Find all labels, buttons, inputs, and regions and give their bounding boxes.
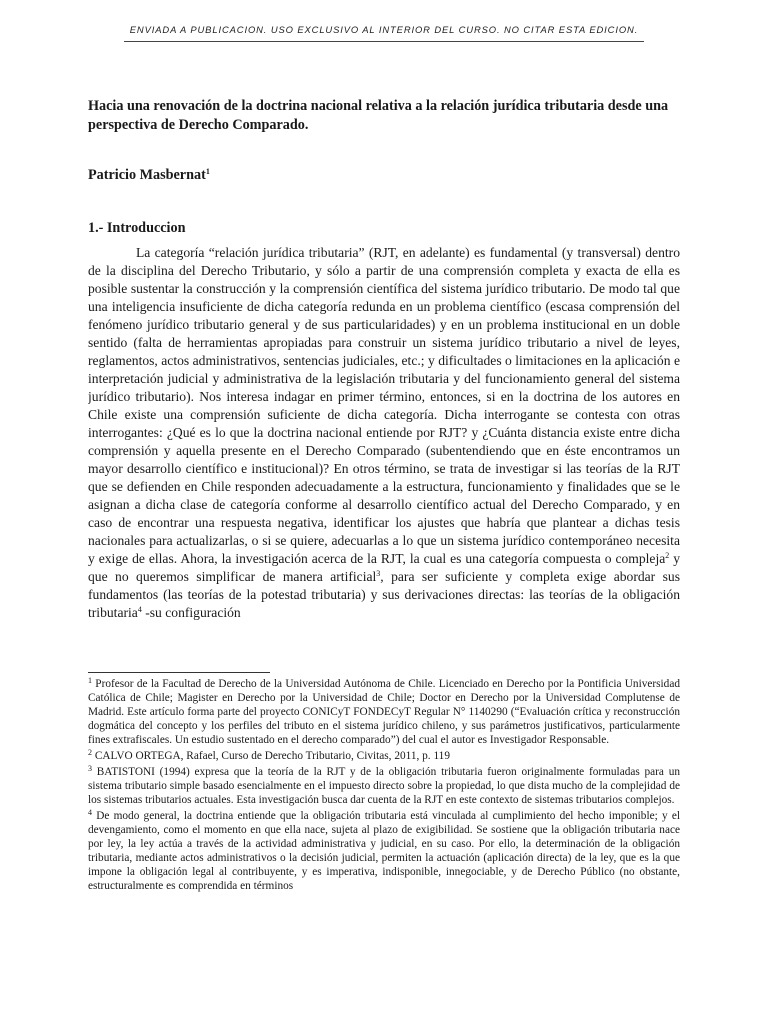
footnote-number: 4 [88, 808, 92, 817]
footnote-ref-3[interactable]: 3 [376, 569, 381, 578]
footnote-1 [88, 677, 680, 747]
footnote-4 [88, 809, 680, 893]
footnote-text: BATISTONI (1994) expresa que la teoría de la RJT y de la obligación tributaria fueron originalmente formuladas para un sistema tributario simple basado esencialmente en el impuesto directo sobre la propiedad, lo que dista mucho de la complejidad de los sistemas tributarios actuales. Esta investigación busca dar cuenta de la RJT en este contexto de sistemas tributarios complejos. [88, 766, 680, 806]
footnote-text: CALVO ORTEGA, Rafael, Curso de Derecho Tributario, Civitas, 2011, p. 119 [92, 750, 450, 762]
header-notice: ENVIADA A PUBLICACION. USO EXCLUSIVO AL INTERIOR DEL CURSO. NO CITAR ESTA EDICION. [129, 24, 639, 35]
header-rule [124, 41, 644, 42]
footnote-number: 1 [88, 677, 92, 685]
author-name: Patricio Masbernat [88, 167, 206, 183]
author-footnote-ref[interactable]: 1 [205, 167, 210, 176]
paragraph-text-1: La categoría “relación jurídica tributaria” (RJT, en adelante) es fundamental (y transversal) dentro de la disciplina del Derecho Tributario, y sólo a partir de una comprensión completa y exacta de ella es posible sustentar la construcción y la comprensión científica del sistema jurídico tributario. De modo tal que una inteligencia insuficiente de dicha categoría redunda en un problema científico (escasa comprensión del fenómeno jurídico tributario general y de sus particularidades) y en un problema institucional en un doble sentido (falta de herramientas apropiadas para construir un sistema jurídico tributario a nivel de leyes, reglamentos, actos administrativos, sentencias judiciales, etc.; y dificultades o limitaciones en la aplicación e interpretación judicial y administrativa de la legislación tributaria y del funcionamiento general del sistema jurídico tributario). Nos interesa indagar en primer término, entonces, si en la doctrina de los autores en Chile existe una comprensión suficiente de dicha categoría. Dicha interrogante se contesta con otras interrogantes: ¿Qué es lo que la doctrina nacional entiende por RJT? y ¿Cuánta distancia existe entre dicha comprensión y aquella presente en el Derecho Comparado (subentendiendo que en éste encontramos un mayor desarrollo científico e institucional)? En otros término, se trata de investigar si las teorías de la RJT que se defienden en Chile responden adecuadamente a la estructura, funcionamiento y finalidades que se le asignan a dicha clase de categoría conforme al desarrollo científico actual del Derecho Comparado, y en caso de encontrar una respuesta negativa, identificar los ajustes que habría que plantear a dichas tesis nacionales para actualizarlas, o si se quiere, adecuarlas a lo que un sistema jurídico contemporáneo necesita y exige de ellas. Ahora, la investigación acerca de la RJT, la cual es una categoría compuesta o compleja [88, 245, 680, 566]
footnote-separator [88, 672, 270, 673]
footnote-text: Profesor de la Facultad de Derecho de la Universidad Autónoma de Chile. Licenciado en Derecho por la Pontificia Universidad Católica de Chile; Magister en Derecho por la Universidad de Chile; Doctor en Derecho por la Universidad Complutense de Madrid. Este artículo forma parte del proyecto CONICyT FONDECyT Regular N° 1140290 (“Evaluación crítica y reconstrucción dogmática del concepto y los perfiles del tributo en el sistema jurídico chileno, y sus parámetros justificativos, particularmente fines extrafiscales. Un estudio sustentado en el derecho comparado”) del cual el autor es Investigador Responsable. [88, 678, 680, 746]
author-line [88, 166, 210, 185]
footnotes-section [88, 677, 680, 937]
section-heading: 1.- Introduccion [88, 220, 186, 236]
footnote-ref-4[interactable]: 4 [137, 605, 142, 614]
footnote-ref-2[interactable]: 2 [665, 551, 670, 560]
footnote-3 [88, 765, 680, 807]
footnote-number: 3 [88, 764, 92, 773]
paragraph-text-2: y que no queremos simplificar de manera artificial [88, 551, 680, 584]
document-title: Hacia una renovación de la doctrina nacional relativa a la relación jurídica tributaria desde una perspectiva de Derecho Comparado. [88, 98, 669, 133]
body-paragraph [88, 244, 680, 662]
footnote-text: De modo general, la doctrina entiende que la obligación tributaria está vinculada al cumplimiento del hecho imponible; y el devengamiento, como el momento en que ella nace, sujeta al plazo de exigibilidad. Se sostiene que la obligación tributaria nace por ley, la ley actúa a través de la actividad administrativa y judicial, en su caso. Por ello, la determinación de la obligación tributaria, mediante actos administrativos o la decisión judicial, permiten la actuación (aplicación directa) de la ley, que es la que impone la obligación legal al contribuyente, y es imperativa, indisponible, innegociable, y de Derecho Público (no obstante, estructuralmente es comprendida en términos [88, 810, 680, 892]
footnote-number: 2 [88, 748, 92, 757]
footnote-2 [88, 749, 680, 763]
paragraph-text-3: , para ser suficiente y completa exige abordar sus fundamentos (las teorías de la potestad tributaria) y sus derivaciones directas: las teorías de la obligación tributaria [88, 569, 680, 620]
paragraph-text-4: -su configuración [141, 605, 241, 620]
